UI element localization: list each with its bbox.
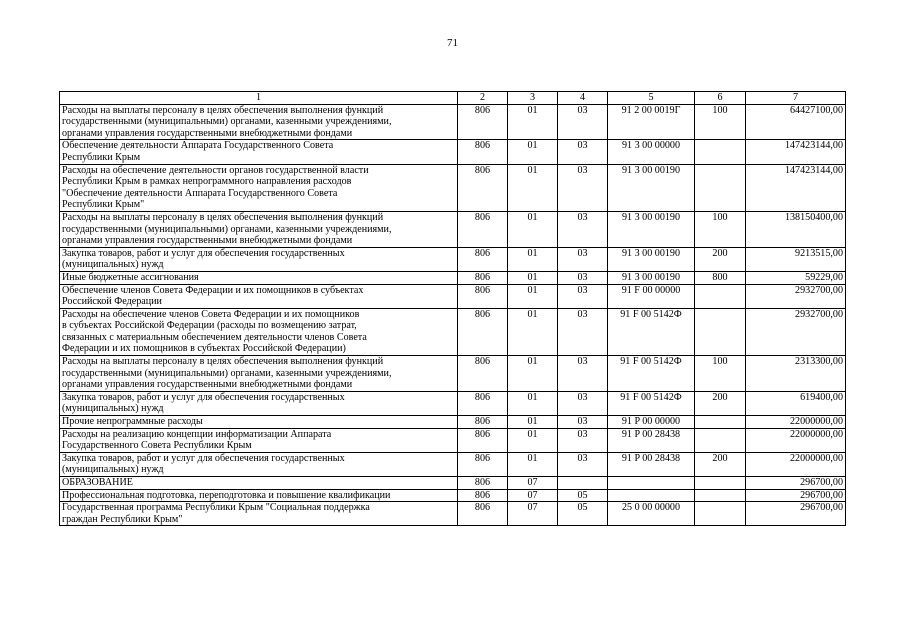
row-grbs: 806 (458, 428, 508, 452)
row-name-line: Обеспечение членов Совета Федерации и их помощников в субъектах (62, 284, 364, 296)
row-name-line: Расходы на реализацию концепции информатизации Аппарата (62, 428, 332, 440)
header-col-6: 6 (695, 92, 746, 105)
row-name-line: Обеспечение деятельности Аппарата Государственного Совета (62, 140, 334, 152)
row-target-article: 91 F 00 5142Ф (608, 391, 695, 415)
row-name-line: Закупка товаров, работ и услуг для обеспечения государственных (62, 247, 345, 259)
table-row (60, 452, 846, 476)
row-name (60, 477, 458, 490)
row-name-line: органами управления государственными внебюджетными фондами (62, 127, 353, 139)
row-grbs: 806 (458, 416, 508, 429)
row-grbs: 806 (458, 284, 508, 308)
row-target-article: 91 3 00 00190 (608, 271, 695, 284)
row-section: 07 (508, 502, 558, 526)
table-row (60, 391, 846, 415)
row-name-line: Закупка товаров, работ и услуг для обеспечения государственных (62, 452, 345, 464)
row-name-line: Республики Крым в рамках непрограммного направления расходов (62, 176, 352, 188)
row-target-article: 91 3 00 00190 (608, 211, 695, 247)
row-name-line: Иные бюджетные ассигнования (62, 271, 199, 283)
table-row (60, 271, 846, 284)
row-amount: 138150400,00 (746, 211, 846, 247)
row-amount: 2932700,00 (746, 284, 846, 308)
header-col-3: 3 (508, 92, 558, 105)
row-name (60, 489, 458, 502)
row-grbs: 806 (458, 502, 508, 526)
row-grbs: 806 (458, 164, 508, 211)
row-name-line: Расходы на выплаты персоналу в целях обеспечения выполнения функций (62, 356, 384, 368)
row-section: 01 (508, 164, 558, 211)
row-target-article: 91 F 00 00000 (608, 284, 695, 308)
row-section: 01 (508, 391, 558, 415)
row-name-line: связанных с материальным обеспечением деятельности членов Совета (62, 331, 367, 343)
row-name-line: Расходы на выплаты персоналу в целях обеспечения выполнения функций (62, 104, 384, 116)
row-name-line: Расходы на обеспечение членов Совета Федерации и их помощников (62, 308, 360, 320)
row-section: 01 (508, 140, 558, 164)
row-name (60, 391, 458, 415)
row-subsection: 03 (558, 271, 608, 284)
row-subsection (558, 477, 608, 490)
row-name (60, 164, 458, 211)
row-amount: 22000000,00 (746, 428, 846, 452)
row-expense-type: 800 (695, 271, 746, 284)
table-row (60, 164, 846, 211)
row-name (60, 211, 458, 247)
row-subsection: 03 (558, 416, 608, 429)
row-subsection: 03 (558, 104, 608, 140)
row-name-line: Республики Крым" (62, 199, 145, 211)
row-amount: 22000000,00 (746, 416, 846, 429)
row-name (60, 416, 458, 429)
row-name-line: Профессиональная подготовка, переподготовка и повышение квалификации (62, 489, 391, 501)
row-name (60, 356, 458, 392)
header-col-4: 4 (558, 92, 608, 105)
row-grbs: 806 (458, 104, 508, 140)
table-row (60, 308, 846, 355)
row-name (60, 140, 458, 164)
table-row (60, 247, 846, 271)
table-body (60, 104, 846, 526)
header-col-7: 7 (746, 92, 846, 105)
table-row (60, 416, 846, 429)
table-row (60, 356, 846, 392)
row-amount: 2313300,00 (746, 356, 846, 392)
row-name-line: государственными (муниципальными) органами, казенными учреждениями, (62, 367, 392, 379)
row-name (60, 428, 458, 452)
row-grbs: 806 (458, 477, 508, 490)
row-name-line: ОБРАЗОВАНИЕ (62, 477, 133, 488)
row-target-article: 91 F 00 5142Ф (608, 356, 695, 392)
row-name-line: Расходы на выплаты персоналу в целях обеспечения выполнения функций (62, 211, 384, 223)
table-row (60, 140, 846, 164)
row-section: 07 (508, 489, 558, 502)
row-target-article: 91 F 00 5142Ф (608, 308, 695, 355)
row-name-line: Государственного Совета Республики Крым (62, 440, 252, 452)
row-subsection: 03 (558, 452, 608, 476)
row-amount: 619400,00 (746, 391, 846, 415)
row-target-article: 91 3 00 00000 (608, 140, 695, 164)
row-name-line: Прочие непрограммные расходы (62, 416, 203, 428)
row-name-line: Республики Крым (62, 151, 141, 163)
row-expense-type (695, 489, 746, 502)
row-subsection: 03 (558, 284, 608, 308)
row-name-line: (муниципальных) нужд (62, 403, 164, 415)
row-section: 01 (508, 211, 558, 247)
row-grbs: 806 (458, 452, 508, 476)
row-name-line: граждан Республики Крым" (62, 513, 183, 525)
row-section: 01 (508, 356, 558, 392)
row-amount: 9213515,00 (746, 247, 846, 271)
row-amount: 2932700,00 (746, 308, 846, 355)
row-name (60, 452, 458, 476)
row-name-line: Российской Федерации (62, 296, 162, 308)
row-target-article: 91 3 00 00190 (608, 164, 695, 211)
budget-table (59, 91, 846, 526)
row-expense-type (695, 428, 746, 452)
row-name-line: (муниципальных) нужд (62, 464, 164, 476)
row-target-article: 25 0 00 00000 (608, 502, 695, 526)
row-section: 01 (508, 271, 558, 284)
row-name-line: (муниципальных) нужд (62, 259, 164, 271)
row-section: 01 (508, 308, 558, 355)
row-expense-type (695, 502, 746, 526)
row-grbs: 806 (458, 391, 508, 415)
row-target-article: 91 P 00 00000 (608, 416, 695, 429)
row-amount: 147423144,00 (746, 140, 846, 164)
row-name (60, 247, 458, 271)
row-grbs: 806 (458, 247, 508, 271)
row-subsection: 03 (558, 164, 608, 211)
row-name-line: в субъектах Российской Федерации (расходы по возмещению затрат, (62, 320, 357, 332)
header-row (60, 92, 846, 105)
row-grbs: 806 (458, 356, 508, 392)
row-expense-type (695, 164, 746, 211)
table-row (60, 284, 846, 308)
row-name (60, 502, 458, 526)
row-amount: 147423144,00 (746, 164, 846, 211)
row-expense-type: 100 (695, 104, 746, 140)
row-subsection: 03 (558, 428, 608, 452)
row-section: 01 (508, 104, 558, 140)
row-section: 01 (508, 428, 558, 452)
row-name-line: Государственная программа Республики Крым "Социальная поддержка (62, 502, 370, 514)
row-section: 07 (508, 477, 558, 490)
row-name-line: "Обеспечение деятельности Аппарата Государственного Совета (62, 187, 338, 199)
row-target-article: 91 2 00 0019Г (608, 104, 695, 140)
row-grbs: 806 (458, 489, 508, 502)
row-expense-type: 100 (695, 356, 746, 392)
row-name (60, 284, 458, 308)
header-col-1: 1 (60, 92, 458, 105)
row-subsection: 03 (558, 391, 608, 415)
row-expense-type: 200 (695, 452, 746, 476)
row-expense-type (695, 284, 746, 308)
row-grbs: 806 (458, 211, 508, 247)
header-col-2: 2 (458, 92, 508, 105)
row-subsection: 03 (558, 247, 608, 271)
row-expense-type (695, 477, 746, 490)
row-section: 01 (508, 247, 558, 271)
row-name-line: Закупка товаров, работ и услуг для обеспечения государственных (62, 391, 345, 403)
row-amount: 64427100,00 (746, 104, 846, 140)
row-name-line: государственными (муниципальными) органами, казенными учреждениями, (62, 223, 392, 235)
row-name-line: государственными (муниципальными) органами, казенными учреждениями, (62, 116, 392, 128)
row-name (60, 308, 458, 355)
row-grbs: 806 (458, 308, 508, 355)
row-expense-type: 200 (695, 391, 746, 415)
row-target-article (608, 477, 695, 490)
row-expense-type (695, 140, 746, 164)
row-name-line: органами управления государственными внебюджетными фондами (62, 379, 353, 391)
table-row (60, 104, 846, 140)
row-name-line: органами управления государственными внебюджетными фондами (62, 235, 353, 247)
row-amount: 59229,00 (746, 271, 846, 284)
row-subsection: 03 (558, 211, 608, 247)
row-target-article: 91 P 00 28438 (608, 452, 695, 476)
row-target-article: 91 3 00 00190 (608, 247, 695, 271)
row-name (60, 104, 458, 140)
row-section: 01 (508, 452, 558, 476)
table-row (60, 502, 846, 526)
row-subsection: 05 (558, 502, 608, 526)
row-amount: 22000000,00 (746, 452, 846, 476)
header-col-5: 5 (608, 92, 695, 105)
table-row (60, 489, 846, 502)
row-amount: 296700,00 (746, 502, 846, 526)
row-subsection: 03 (558, 308, 608, 355)
row-expense-type (695, 308, 746, 355)
row-target-article: 91 P 00 28438 (608, 428, 695, 452)
table-row (60, 211, 846, 247)
page-number: 71 (447, 37, 458, 49)
row-target-article (608, 489, 695, 502)
row-name-line: Расходы на обеспечение деятельности органов государственной власти (62, 164, 369, 176)
row-section: 01 (508, 284, 558, 308)
row-expense-type: 200 (695, 247, 746, 271)
row-section: 01 (508, 416, 558, 429)
row-amount: 296700,00 (746, 477, 846, 490)
table-row (60, 428, 846, 452)
row-grbs: 806 (458, 140, 508, 164)
row-subsection: 03 (558, 356, 608, 392)
row-subsection: 05 (558, 489, 608, 502)
table-row (60, 477, 846, 490)
row-grbs: 806 (458, 271, 508, 284)
row-amount: 296700,00 (746, 489, 846, 502)
row-expense-type (695, 416, 746, 429)
row-name-line: Федерации и их помощников в субъектах Российской Федерации) (62, 343, 346, 355)
row-name (60, 271, 458, 284)
row-expense-type: 100 (695, 211, 746, 247)
row-subsection: 03 (558, 140, 608, 164)
